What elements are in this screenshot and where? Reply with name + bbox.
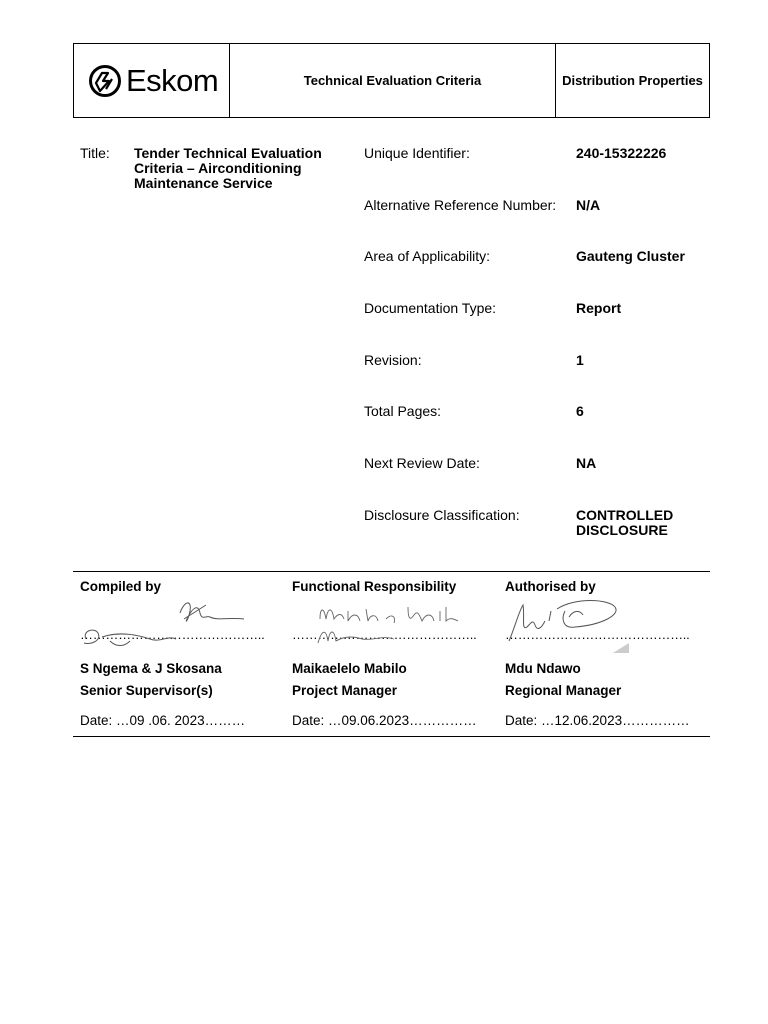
property-label: Disclosure Classification: (364, 507, 520, 523)
property-value: N/A (576, 197, 601, 213)
doc-type-title: Technical Evaluation Criteria (230, 44, 556, 117)
eskom-emblem-icon (88, 64, 122, 98)
property-value: 1 (576, 352, 584, 368)
property-value: NA (576, 455, 597, 471)
logo-wordmark: Eskom (126, 63, 219, 98)
signature-line: …………………………………….. (80, 627, 265, 642)
eskom-logo (88, 64, 218, 98)
handwritten-signature-authorised (505, 597, 635, 657)
property-value: 240-15322226 (576, 145, 667, 161)
signatory-role: Regional Manager (505, 683, 622, 698)
signatory-role: Project Manager (292, 683, 398, 698)
signatory-name: Mdu Ndawo (505, 661, 581, 676)
property-label: Total Pages: (364, 403, 442, 419)
signatory-name: S Ngema & J Skosana (80, 661, 222, 676)
signature-heading: Authorised by (505, 579, 596, 594)
property-label: Area of Applicability: (364, 248, 491, 264)
property-value: Gauteng Cluster (576, 248, 685, 264)
logo-cell (74, 44, 230, 117)
signature-date: Date: …12.06.2023…………… (505, 713, 690, 728)
signature-line: …………………………………….. (292, 627, 477, 642)
signatory-role: Senior Supervisor(s) (80, 683, 213, 698)
signature-top-rule (73, 571, 710, 572)
signature-line: …………………………………….. (505, 627, 690, 642)
signatory-name: Maikaelelo Mabilo (292, 661, 407, 676)
property-label: Unique Identifier: (364, 145, 470, 161)
handwritten-signature-functional (312, 599, 482, 649)
property-label: Next Review Date: (364, 455, 480, 471)
signature-bottom-rule (73, 736, 710, 737)
signature-date: Date: …09 .06. 2023……… (80, 713, 246, 728)
title-value: Tender Technical Evaluation Criteria – Airconditioning Maintenance Service (134, 145, 322, 191)
title-label: Title: (80, 145, 110, 161)
property-label: Alternative Reference Number: (364, 197, 557, 213)
property-value: 6 (576, 403, 584, 419)
property-value: Report (576, 300, 622, 316)
handwritten-signature-compiled (80, 591, 260, 651)
document-header (73, 43, 710, 118)
property-label: Documentation Type: (364, 300, 497, 316)
signature-heading: Compiled by (80, 579, 162, 594)
signature-date: Date: …09.06.2023…………… (292, 713, 477, 728)
distribution-properties: Distribution Properties (562, 73, 703, 88)
property-label: Revision: (364, 352, 422, 368)
property-value: CONTROLLED DISCLOSURE (576, 507, 674, 538)
signature-heading: Functional Responsibility (292, 579, 457, 594)
